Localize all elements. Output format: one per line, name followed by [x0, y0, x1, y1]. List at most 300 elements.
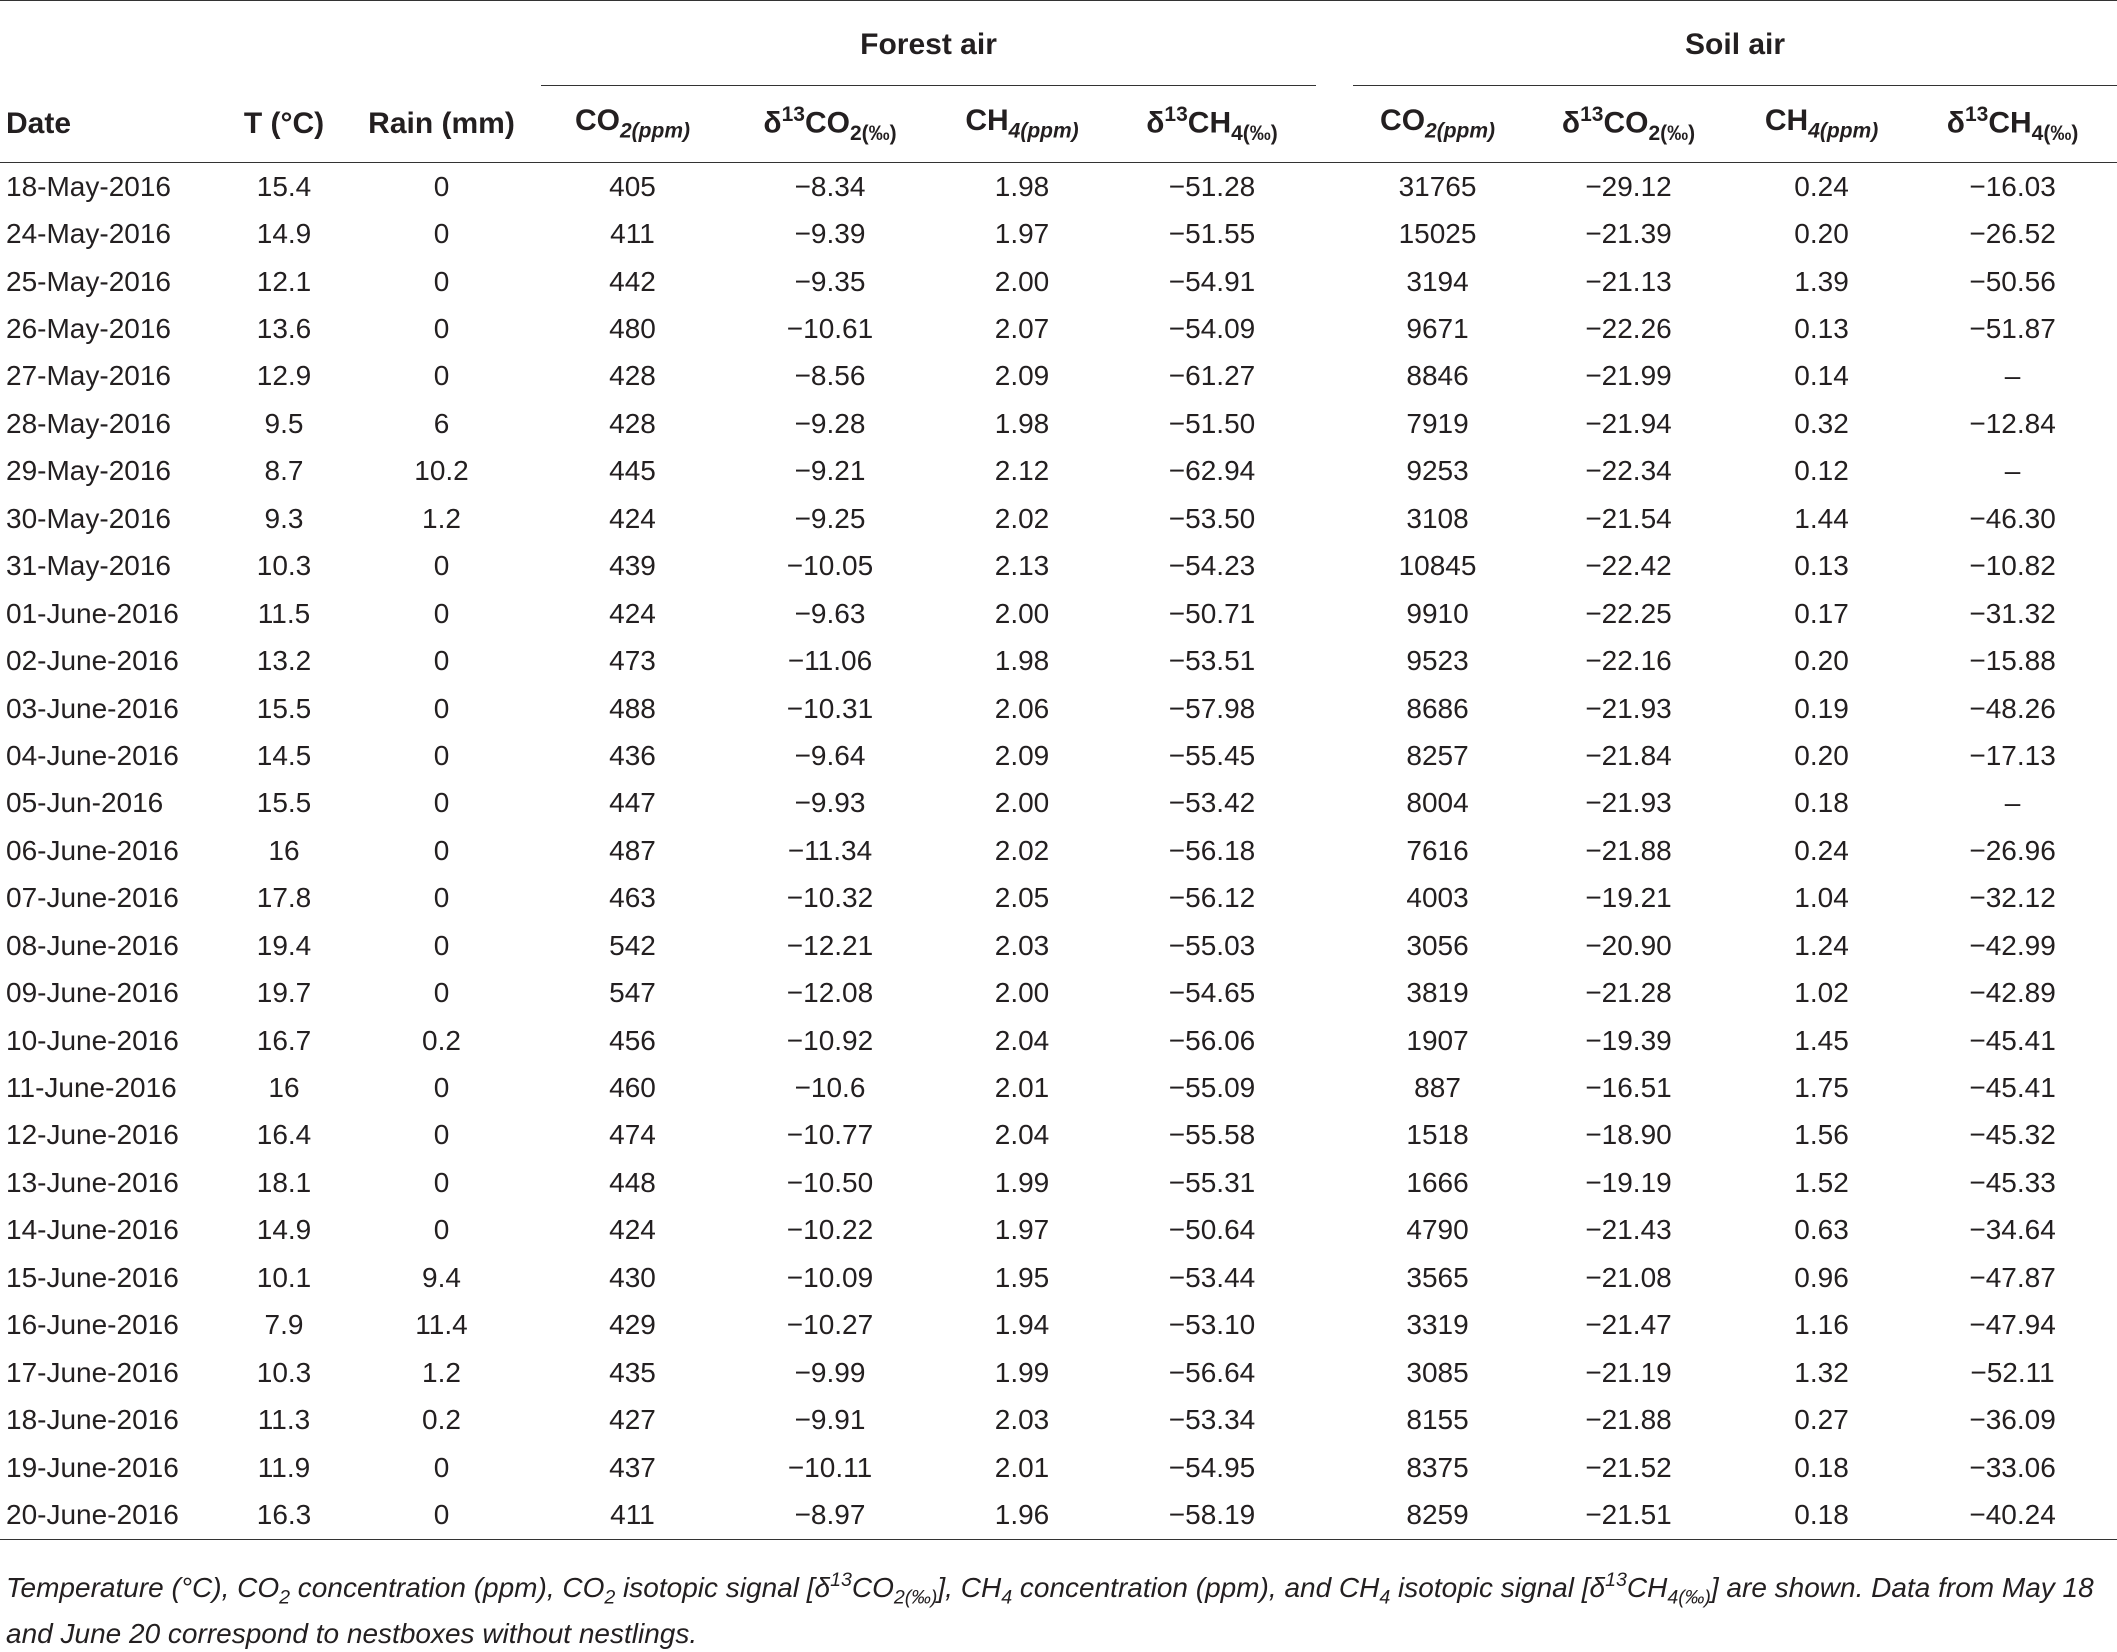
temperature-cell: 16.7 — [256, 1024, 312, 1056]
soil-ch4-cell: 0.24 — [1794, 834, 1849, 866]
forest-ch4-cell: 2.12 — [994, 455, 1050, 487]
temperature-cell: 14.9 — [256, 1214, 312, 1246]
soil-d13ch4-cell: −51.87 — [1969, 313, 2056, 345]
forest-ch4-cell: 1.99 — [994, 1356, 1050, 1388]
forest-d13ch4-cell: −53.34 — [1168, 1404, 1256, 1436]
table-row — [0, 163, 2117, 211]
date-cell: 27-May-2016 — [6, 360, 171, 392]
forest-d13co2-cell: −10.22 — [786, 1214, 874, 1246]
rain-cell: 0 — [433, 1072, 450, 1104]
rain-cell: 0 — [433, 834, 450, 866]
table-row — [0, 353, 2117, 400]
date-cell: 30-May-2016 — [6, 502, 171, 534]
table-row — [0, 1491, 2117, 1539]
column-gap — [529, 210, 541, 257]
forest-d13co2-cell: −12.08 — [786, 977, 874, 1009]
forest-d13co2-cell: −10.32 — [786, 882, 874, 914]
forest-d13ch4-cell: −55.31 — [1168, 1166, 1256, 1198]
rain-cell: 0 — [433, 265, 450, 297]
column-gap — [1316, 969, 1353, 1016]
forest-co2-cell: 542 — [609, 929, 656, 961]
temperature-cell: 10.3 — [256, 550, 312, 582]
soil-d13ch4-cell: −26.96 — [1969, 834, 2056, 866]
rain-cell: 1.2 — [422, 1356, 461, 1388]
col-soil-co2: $CO_{2(ppm)}$ — [1353, 86, 1522, 163]
temperature-cell: 7.9 — [264, 1309, 304, 1341]
forest-d13co2-cell: −9.28 — [794, 407, 866, 439]
column-gap — [529, 590, 541, 637]
soil-ch4-cell: 0.20 — [1794, 218, 1849, 250]
forest-co2-cell: 437 — [609, 1451, 656, 1483]
soil-d13co2-cell: −22.16 — [1585, 645, 1672, 677]
soil-ch4-cell: 0.24 — [1794, 170, 1849, 202]
soil-ch4-cell: 1.44 — [1794, 502, 1849, 534]
column-gap — [1316, 495, 1353, 542]
temperature-cell: 15.4 — [256, 170, 312, 202]
soil-d13ch4-cell: −40.24 — [1908, 1491, 2117, 1539]
forest-d13ch4-cell: −51.28 — [1168, 170, 1256, 202]
soil-d13co2-cell: −21.51 — [1522, 1491, 1735, 1539]
forest-co2-cell: 488 — [609, 692, 656, 724]
rain-cell: 0 — [433, 739, 450, 771]
temperature-cell: 8.7 — [264, 455, 304, 487]
date-cell: 16-June-2016 — [6, 1309, 179, 1341]
table-row — [0, 1207, 2117, 1254]
rain-cell: 0 — [433, 218, 450, 250]
column-gap — [529, 400, 541, 447]
rain-cell: 0 — [433, 360, 450, 392]
forest-d13co2-cell: −10.61 — [786, 313, 874, 345]
forest-ch4-cell: 1.99 — [994, 1166, 1050, 1198]
date-cell: 05-Jun-2016 — [6, 787, 164, 819]
forest-d13co2-cell: −8.97 — [724, 1491, 936, 1539]
column-gap — [1316, 1207, 1353, 1254]
table-row — [0, 1254, 2117, 1301]
forest-d13ch4-cell: −51.50 — [1168, 407, 1256, 439]
forest-ch4-cell: 2.00 — [994, 787, 1050, 819]
date-cell: 10-June-2016 — [6, 1024, 179, 1056]
date-cell: 14-June-2016 — [6, 1214, 179, 1246]
soil-ch4-cell: 1.04 — [1794, 882, 1849, 914]
forest-d13ch4-cell: −54.65 — [1168, 977, 1256, 1009]
soil-d13ch4-cell: −42.99 — [1969, 929, 2056, 961]
forest-ch4-cell: 1.98 — [994, 170, 1050, 202]
forest-co2-cell: 405 — [609, 170, 656, 202]
column-gap — [1316, 1396, 1353, 1443]
forest-d13ch4-cell: −56.18 — [1168, 834, 1256, 866]
column-header-row — [0, 86, 2117, 163]
col-forest-d13ch4: $\delta^{13}CH_{4(‰)}$ — [1108, 86, 1316, 163]
temperature-cell: 13.2 — [256, 645, 312, 677]
forest-d13co2-cell: −9.64 — [794, 739, 866, 771]
temperature-cell: 19.7 — [256, 977, 312, 1009]
rain-cell: 0 — [433, 1214, 450, 1246]
forest-ch4-cell: 1.98 — [994, 407, 1050, 439]
table-row — [0, 495, 2117, 542]
soil-co2-cell: 8846 — [1406, 360, 1469, 392]
temperature-cell: 9.5 — [264, 407, 304, 439]
table-row — [0, 780, 2117, 827]
soil-ch4-cell: 1.39 — [1794, 265, 1849, 297]
soil-co2-cell: 3108 — [1406, 502, 1469, 534]
column-gap — [1316, 875, 1353, 922]
forest-co2-cell: 430 — [609, 1261, 656, 1293]
soil-ch4-cell: 0.18 — [1735, 1491, 1908, 1539]
column-gap — [529, 1159, 541, 1206]
forest-co2-cell: 411 — [610, 218, 655, 250]
column-gap — [1316, 1017, 1353, 1064]
forest-ch4-cell: 1.96 — [936, 1491, 1108, 1539]
date-cell: 08-June-2016 — [6, 929, 179, 961]
soil-d13ch4-cell: −15.88 — [1969, 645, 2056, 677]
column-gap — [529, 1254, 541, 1301]
soil-co2-cell: 3819 — [1406, 977, 1469, 1009]
soil-d13ch4-cell: −31.32 — [1969, 597, 2056, 629]
column-gap — [529, 543, 541, 590]
column-gap — [529, 969, 541, 1016]
forest-d13ch4-cell: −57.98 — [1168, 692, 1256, 724]
temperature-cell: 9.3 — [264, 502, 304, 534]
table-row — [0, 685, 2117, 732]
column-gap — [529, 258, 541, 305]
forest-d13ch4-cell: −50.64 — [1168, 1214, 1256, 1246]
forest-d13co2-cell: −10.09 — [786, 1261, 874, 1293]
forest-ch4-cell: 2.01 — [994, 1451, 1050, 1483]
rain-cell: 1.2 — [422, 502, 461, 534]
soil-d13ch4-cell: −26.52 — [1969, 218, 2056, 250]
forest-ch4-cell: 2.07 — [994, 313, 1050, 345]
date-cell: 06-June-2016 — [6, 834, 179, 866]
column-gap — [529, 780, 541, 827]
temperature-cell: 16 — [268, 834, 300, 866]
date-cell: 02-June-2016 — [6, 645, 179, 677]
soil-d13co2-cell: −29.12 — [1585, 170, 1672, 202]
soil-d13ch4-cell: −45.41 — [1969, 1024, 2056, 1056]
forest-co2-cell: 411 — [541, 1491, 724, 1539]
soil-co2-cell: 31765 — [1398, 170, 1477, 202]
table-row — [0, 305, 2117, 352]
rain-cell: 0 — [433, 550, 450, 582]
rain-cell: 0 — [433, 1451, 450, 1483]
forest-d13ch4-cell: −54.95 — [1168, 1451, 1256, 1483]
rain-cell: 0 — [433, 882, 450, 914]
soil-ch4-cell: 0.12 — [1794, 455, 1849, 487]
forest-d13co2-cell: −10.77 — [786, 1119, 874, 1151]
forest-d13co2-cell: −10.50 — [786, 1166, 874, 1198]
soil-co2-cell: 8004 — [1406, 787, 1469, 819]
forest-d13ch4-cell: −62.94 — [1168, 455, 1256, 487]
forest-ch4-cell: 2.13 — [994, 550, 1050, 582]
temperature-cell: 14.9 — [256, 218, 312, 250]
date-cell: 11-June-2016 — [6, 1072, 177, 1104]
col-soil-d13co2: $\delta^{13}CO_{2(‰)}$ — [1522, 86, 1735, 163]
forest-ch4-cell: 2.03 — [994, 1404, 1050, 1436]
soil-ch4-cell: 0.20 — [1794, 739, 1849, 771]
soil-d13co2-cell: −18.90 — [1585, 1119, 1672, 1151]
soil-d13ch4-cell: −33.06 — [1969, 1451, 2056, 1483]
soil-d13ch4-cell: −42.89 — [1969, 977, 2056, 1009]
column-gap — [1316, 163, 1353, 211]
rain-cell: 10.2 — [414, 455, 469, 487]
soil-d13co2-cell: −21.93 — [1585, 692, 1672, 724]
forest-co2-cell: 436 — [609, 739, 656, 771]
column-gap — [1316, 1349, 1353, 1396]
forest-co2-cell: 474 — [609, 1119, 656, 1151]
rain-cell: 0 — [433, 1119, 450, 1151]
soil-d13co2-cell: −19.21 — [1585, 882, 1672, 914]
column-gap — [529, 1349, 541, 1396]
group-soil-air: Soil air — [1353, 1, 2117, 86]
table-row — [0, 590, 2117, 637]
forest-co2-cell: 447 — [609, 787, 656, 819]
forest-ch4-cell: 2.05 — [994, 882, 1050, 914]
soil-co2-cell: 10845 — [1398, 550, 1477, 582]
soil-ch4-cell: 0.27 — [1794, 1404, 1849, 1436]
forest-d13ch4-cell: −55.58 — [1168, 1119, 1256, 1151]
table-row — [0, 1017, 2117, 1064]
soil-ch4-cell: 1.56 — [1794, 1119, 1849, 1151]
forest-d13co2-cell: −9.25 — [794, 502, 866, 534]
column-gap — [1316, 590, 1353, 637]
forest-d13co2-cell: −9.63 — [794, 597, 866, 629]
forest-d13co2-cell: −9.35 — [794, 265, 866, 297]
soil-d13co2-cell: −21.13 — [1585, 265, 1672, 297]
forest-d13co2-cell: −10.11 — [787, 1451, 873, 1483]
forest-d13co2-cell: −9.93 — [794, 787, 866, 819]
forest-d13ch4-cell: −55.45 — [1168, 739, 1256, 771]
column-gap — [529, 305, 541, 352]
soil-d13co2-cell: −19.19 — [1585, 1166, 1672, 1198]
temperature-cell: 19.4 — [256, 929, 312, 961]
soil-co2-cell: 887 — [1414, 1072, 1461, 1104]
date-cell: 18-June-2016 — [6, 1404, 179, 1436]
forest-ch4-cell: 2.02 — [994, 834, 1050, 866]
soil-d13ch4-cell: −47.87 — [1969, 1261, 2056, 1293]
forest-d13ch4-cell: −55.09 — [1168, 1072, 1256, 1104]
soil-ch4-cell: 0.19 — [1794, 692, 1849, 724]
soil-d13co2-cell: −21.47 — [1585, 1309, 1672, 1341]
table-row — [0, 637, 2117, 684]
soil-d13ch4-cell: −46.30 — [1969, 502, 2056, 534]
forest-ch4-cell: 2.06 — [994, 692, 1050, 724]
soil-ch4-cell: 1.75 — [1794, 1072, 1849, 1104]
column-gap — [1316, 210, 1353, 257]
soil-d13ch4-cell: −10.82 — [1969, 550, 2056, 582]
col-soil-ch4: $CH_{4(ppm)}$ — [1735, 86, 1908, 163]
column-gap — [529, 637, 541, 684]
forest-d13ch4-cell: −54.09 — [1168, 313, 1256, 345]
soil-ch4-cell: 0.14 — [1794, 360, 1849, 392]
column-gap — [529, 1017, 541, 1064]
table-row — [0, 969, 2117, 1016]
forest-d13ch4-cell: −56.12 — [1168, 882, 1256, 914]
date-cell: 09-June-2016 — [6, 977, 179, 1009]
soil-d13co2-cell: −21.54 — [1585, 502, 1672, 534]
forest-d13ch4-cell: −51.55 — [1168, 218, 1256, 250]
column-gap — [1316, 1064, 1353, 1111]
table-row — [0, 210, 2117, 257]
temperature-cell: 12.1 — [256, 265, 312, 297]
table-body — [0, 163, 2117, 1540]
column-gap — [1316, 448, 1353, 495]
soil-co2-cell: 1907 — [1406, 1024, 1469, 1056]
soil-co2-cell: 8375 — [1406, 1451, 1469, 1483]
forest-ch4-cell: 2.02 — [994, 502, 1050, 534]
date-cell: 18-May-2016 — [6, 170, 171, 202]
forest-d13ch4-cell: −53.50 — [1168, 502, 1256, 534]
table-row — [0, 543, 2117, 590]
col-forest-co2: $CO_{2(ppm)}$ — [541, 86, 724, 163]
soil-d13co2-cell: −22.26 — [1585, 313, 1672, 345]
soil-d13ch4-cell: −16.03 — [1969, 170, 2056, 202]
table-row — [0, 827, 2117, 874]
soil-ch4-cell: 1.02 — [1794, 977, 1849, 1009]
soil-co2-cell: 8257 — [1406, 739, 1469, 771]
forest-ch4-cell: 2.01 — [994, 1072, 1050, 1104]
temperature-cell: 13.6 — [256, 313, 312, 345]
soil-co2-cell: 1518 — [1406, 1119, 1469, 1151]
column-gap — [529, 875, 541, 922]
rain-cell: 6 — [433, 407, 450, 439]
soil-co2-cell: 1666 — [1406, 1166, 1469, 1198]
soil-ch4-cell: 1.52 — [1794, 1166, 1849, 1198]
soil-d13ch4-cell: −52.11 — [1970, 1356, 2055, 1388]
forest-d13ch4-cell: −54.23 — [1168, 550, 1256, 582]
temperature-cell: 15.5 — [256, 692, 312, 724]
temperature-cell: 10.1 — [256, 1261, 312, 1293]
soil-d13co2-cell: −22.34 — [1585, 455, 1672, 487]
rain-cell: 0 — [433, 692, 450, 724]
column-gap — [529, 1491, 541, 1539]
forest-d13co2-cell: −9.39 — [794, 218, 866, 250]
forest-d13co2-cell: −10.05 — [786, 550, 874, 582]
soil-co2-cell: 9523 — [1406, 645, 1469, 677]
column-gap — [1316, 1491, 1353, 1539]
soil-d13ch4-cell: −12.84 — [1969, 407, 2056, 439]
column-gap — [529, 922, 541, 969]
forest-d13co2-cell: −9.21 — [794, 455, 866, 487]
rain-cell: 0 — [433, 645, 450, 677]
forest-d13ch4-cell: −56.64 — [1168, 1356, 1256, 1388]
soil-d13co2-cell: −21.94 — [1585, 407, 1672, 439]
forest-d13co2-cell: −11.34 — [787, 834, 873, 866]
temperature-cell: 11.9 — [257, 1451, 311, 1483]
forest-co2-cell: 442 — [609, 265, 656, 297]
soil-d13co2-cell: −21.93 — [1585, 787, 1672, 819]
forest-d13ch4-cell: −53.10 — [1168, 1309, 1256, 1341]
soil-ch4-cell: 0.13 — [1794, 550, 1849, 582]
table-row — [0, 1349, 2117, 1396]
temperature-cell: 10.3 — [256, 1356, 312, 1388]
date-cell: 13-June-2016 — [6, 1166, 179, 1198]
forest-d13ch4-cell: −53.44 — [1168, 1261, 1256, 1293]
soil-co2-cell: 8155 — [1406, 1404, 1469, 1436]
rain-cell: 0 — [433, 313, 450, 345]
date-cell: 20-June-2016 — [0, 1491, 214, 1539]
rain-cell: 0.2 — [422, 1404, 461, 1436]
soil-d13co2-cell: −21.88 — [1585, 834, 1672, 866]
column-gap — [1316, 1254, 1353, 1301]
forest-co2-cell: 428 — [609, 360, 656, 392]
forest-d13co2-cell: −10.6 — [794, 1072, 866, 1104]
forest-d13co2-cell: −9.99 — [794, 1356, 866, 1388]
soil-d13co2-cell: −21.52 — [1585, 1451, 1672, 1483]
soil-co2-cell: 7919 — [1406, 407, 1469, 439]
rain-cell: 0 — [433, 170, 450, 202]
date-cell: 04-June-2016 — [6, 739, 179, 771]
soil-ch4-cell: 0.63 — [1794, 1214, 1849, 1246]
soil-d13co2-cell: −21.19 — [1585, 1356, 1672, 1388]
column-gap — [1316, 780, 1353, 827]
temperature-cell: 16.3 — [214, 1491, 354, 1539]
col-forest-d13co2: $\delta^{13}CO_{2(‰)}$ — [724, 86, 936, 163]
forest-co2-cell: 428 — [609, 407, 656, 439]
column-gap — [529, 163, 541, 211]
soil-d13co2-cell: −21.28 — [1585, 977, 1672, 1009]
soil-ch4-cell: 0.18 — [1794, 787, 1849, 819]
forest-co2-cell: 460 — [609, 1072, 656, 1104]
rain-cell: 0 — [433, 1166, 450, 1198]
column-gap — [529, 1112, 541, 1159]
rain-cell: 0 — [433, 977, 450, 1009]
temperature-cell: 11.5 — [257, 597, 311, 629]
rain-cell: 0 — [433, 597, 450, 629]
column-gap — [1316, 827, 1353, 874]
forest-co2-cell: 435 — [609, 1356, 656, 1388]
forest-ch4-cell: 2.09 — [994, 739, 1050, 771]
date-cell: 28-May-2016 — [6, 407, 171, 439]
temperature-cell: 16 — [268, 1072, 300, 1104]
forest-d13ch4-cell: −53.51 — [1168, 645, 1256, 677]
column-gap — [1316, 1302, 1353, 1349]
column-gap — [1316, 543, 1353, 590]
column-gap — [1316, 305, 1353, 352]
soil-ch4-cell: 0.18 — [1794, 1451, 1849, 1483]
forest-ch4-cell: 1.97 — [994, 218, 1050, 250]
soil-d13ch4-cell: – — [2004, 787, 2021, 819]
column-gap — [1316, 922, 1353, 969]
soil-co2-cell: 3085 — [1406, 1356, 1469, 1388]
table-row — [0, 258, 2117, 305]
soil-co2-cell: 4003 — [1406, 882, 1469, 914]
forest-co2-cell: 456 — [609, 1024, 656, 1056]
forest-d13co2-cell: −11.06 — [787, 645, 873, 677]
table-row — [0, 875, 2117, 922]
soil-d13co2-cell: −21.84 — [1585, 739, 1672, 771]
rain-cell: 9.4 — [422, 1261, 461, 1293]
soil-d13ch4-cell: −45.32 — [1969, 1119, 2056, 1151]
forest-co2-cell: 427 — [609, 1404, 656, 1436]
soil-d13ch4-cell: −32.12 — [1969, 882, 2056, 914]
soil-d13ch4-cell: −34.64 — [1969, 1214, 2056, 1246]
forest-ch4-cell: 2.00 — [994, 597, 1050, 629]
soil-ch4-cell: 0.20 — [1794, 645, 1849, 677]
forest-co2-cell: 473 — [609, 645, 656, 677]
soil-co2-cell: 4790 — [1406, 1214, 1469, 1246]
table-row — [0, 1112, 2117, 1159]
soil-d13co2-cell: −21.39 — [1585, 218, 1672, 250]
column-gap — [529, 732, 541, 779]
forest-ch4-cell: 1.98 — [994, 645, 1050, 677]
column-gap — [1316, 258, 1353, 305]
rain-cell: 0 — [433, 787, 450, 819]
column-gap — [529, 1302, 541, 1349]
soil-co2-cell: 8259 — [1353, 1491, 1522, 1539]
temperature-cell: 18.1 — [256, 1166, 312, 1198]
column-gap — [1316, 637, 1353, 684]
column-gap — [529, 827, 541, 874]
soil-ch4-cell: 1.16 — [1794, 1309, 1849, 1341]
